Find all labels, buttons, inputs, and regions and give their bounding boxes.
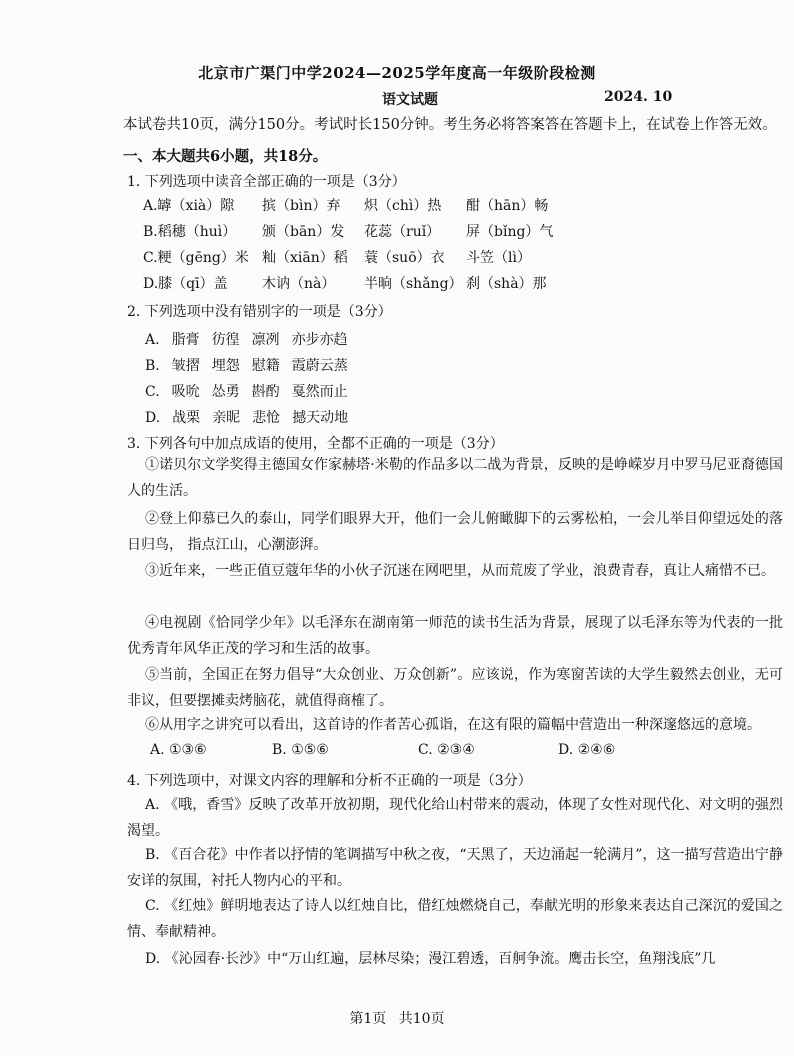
q4-option-b-text: B. 《百合花》中作者以抒情的笔调描写中秋之夜，“天黑了，天边涌起一轮满月”，这一描写营造出宁静安详的氛围，衬托人物内心的平和。 <box>127 847 783 889</box>
q2-a-word-3: 凛冽 <box>251 332 280 348</box>
q2-d-word-1: 战栗 <box>172 410 201 426</box>
q4-option-a <box>127 792 783 844</box>
q1-b-word-3: 花蕊（ruǐ） <box>364 224 441 240</box>
exam-title: 北京市广渠门中学2024—2025学年度高一年级阶段检测 <box>198 64 596 82</box>
q3-item-5-text: ⑤当前，全国正在努力倡导“大众创业、万众创新”。应该说，作为寒窗苦读的大学生毅然去创业，无可非议，但要摆摊卖烤脑花，就值得商榷了。 <box>127 667 783 709</box>
q1-c-word-2: 籼（xiān）稻 <box>262 250 348 266</box>
q3-answer-c: C. ②③④ <box>418 742 475 758</box>
q3-item-4 <box>127 610 783 662</box>
q3-answer-d: D. ②④⑥ <box>558 742 616 758</box>
q2-b-word-2: 埋怨 <box>211 358 240 374</box>
q2-option-c <box>145 381 360 401</box>
q2-d-word-3: 悲怆 <box>252 410 281 426</box>
q4-option-d <box>127 946 783 972</box>
q1-b-word-1: B.稻穗（huì） <box>143 224 237 240</box>
exam-date: 2024. 10 <box>604 89 673 105</box>
q1-d-word-1: D.膝（qī）盖 <box>143 276 228 292</box>
q2-a-word-4: 亦步亦趋 <box>291 332 348 348</box>
q2-option-a <box>145 329 360 349</box>
question-3-stem: 3. 下列各句中加点成语的使用，全都不正确的一项是（3分） <box>127 436 504 452</box>
q1-d-word-2: 木讷（nà） <box>262 276 336 292</box>
q2-b-word-1: 皱摺 <box>171 358 200 374</box>
q3-item-1 <box>127 452 783 504</box>
q1-a-word-3: 炽（chì）热 <box>364 198 442 214</box>
q3-item-1-text: ①诺贝尔文学奖得主德国女作家赫塔·米勒的作品多以二战为背景，反映的是峥嵘岁月中罗马尼亚裔德国人的生活。 <box>127 457 783 499</box>
q3-item-2-text: ②登上仰慕已久的泰山，同学们眼界大开，他们一会儿俯瞰脚下的云雾松柏，一会儿举目仰望远处的落日归鸟， 指点江山，心潮澎湃。 <box>127 511 783 553</box>
q1-c-word-3: 蓑（suō）衣 <box>364 250 445 266</box>
q3-item-6 <box>127 712 783 738</box>
q3-answer-b: B. ①⑤⑥ <box>272 742 329 758</box>
q2-option-d <box>145 407 360 427</box>
q3-answer-a: A. ①③⑥ <box>150 742 207 758</box>
section-heading: 一、本大题共6小题，共18分。 <box>123 148 328 165</box>
q2-a-word-1: 脂膏 <box>171 332 200 348</box>
q2-option-b <box>145 355 360 375</box>
q4-option-a-text: A. 《哦，香雪》反映了改革开放初期，现代化给山村带来的震动，体现了女性对现代化、对文明的强烈渴望。 <box>127 797 783 839</box>
q1-b-word-2: 颁（bān）发 <box>262 224 345 240</box>
q2-c-word-4: 戛然而止 <box>291 384 348 400</box>
q2-c-word-1: 吸吮 <box>171 384 200 400</box>
q1-a-word-1: A.罅（xià）隙 <box>143 198 235 214</box>
q3-item-2 <box>127 506 783 558</box>
q2-b-word-3: 慰籍 <box>251 358 280 374</box>
q2-d-word-2: 亲昵 <box>212 410 241 426</box>
q1-d-word-4: 刹（shà）那 <box>466 276 547 292</box>
q2-c-word-3: 斟酌 <box>251 384 280 400</box>
q2-b-letter: B. <box>145 358 160 374</box>
q1-d-word-3: 半晌（shǎng） <box>364 276 463 292</box>
page-footer <box>0 1008 794 1028</box>
q2-a-word-2: 彷徨 <box>211 332 240 348</box>
q1-c-word-4: 斗笠（lì） <box>466 250 531 266</box>
q3-item-6-text: ⑥从用字之讲究可以看出，这首诗的作者苦心孤诣，在这有限的篇幅中营造出一种深邃悠远的意境。 <box>145 717 761 733</box>
subject-name: 语文试题 <box>382 92 438 108</box>
question-1-stem: 1. 下列选项中读音全部正确的一项是（3分） <box>127 174 406 190</box>
question-2-stem: 2. 下列选项中没有错别字的一项是（3分） <box>127 304 392 320</box>
q3-item-3 <box>127 558 783 584</box>
q3-item-3-text: ③近年来，一些正值豆蔻年华的小伙子沉迷在网吧里，从而荒废了学业，浪费青春，真让人痛惜不已。 <box>145 563 775 579</box>
page-number: 第1页 <box>349 1011 387 1027</box>
q4-option-c <box>127 893 783 945</box>
exam-notice: 本试卷共10页，满分150分。考试时长150分钟。考生务必将答案答在答题卡上，在试卷上作答无效。 <box>123 117 777 133</box>
page-total: 共10页 <box>398 1011 445 1027</box>
q1-a-word-2: 摈（bìn）弃 <box>262 198 341 214</box>
exam-subtitle <box>0 89 794 109</box>
q3-answer-options <box>150 742 770 762</box>
q4-option-c-text: C. 《红烛》鲜明地表达了诗人以红烛自比，借红烛燃烧自己，奉献光明的形象来表达自己深沉的爱国之情、奉献精神。 <box>127 898 783 940</box>
q3-item-4-text: ④电视剧《恰同学少年》以毛泽东在湖南第一师范的读书生活为背景，展现了以毛泽东等为代表的一批优秀青年风华正茂的学习和生活的故事。 <box>127 615 783 657</box>
q2-d-letter: D. <box>145 410 161 426</box>
q1-b-word-4: 屏（bǐng）气 <box>466 224 554 240</box>
q2-b-word-4: 霞蔚云蒸 <box>291 358 348 374</box>
q4-option-d-text: D. 《沁园春·长沙》中“万山红遍，层林尽染；漫江碧透，百舸争流。鹰击长空，鱼翔浅底”几 <box>145 951 716 967</box>
q2-d-word-4: 撼天动地 <box>292 410 349 426</box>
q2-c-word-2: 怂勇 <box>211 384 240 400</box>
q1-c-word-1: C.粳（gēng）米 <box>143 250 249 266</box>
q3-item-5 <box>127 662 783 714</box>
q2-a-letter: A. <box>145 332 160 348</box>
q1-a-word-4: 酣（hān）畅 <box>466 198 549 214</box>
question-4-stem: 4. 下列选项中，对课文内容的理解和分析不正确的一项是（3分） <box>127 773 532 789</box>
q4-option-b <box>127 842 783 894</box>
q2-c-letter: C. <box>145 384 160 400</box>
